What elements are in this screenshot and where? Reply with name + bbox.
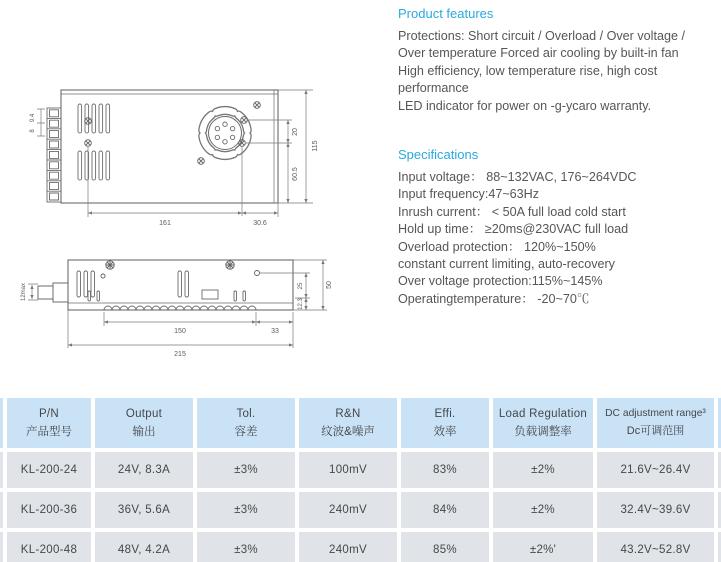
spec-line: Operatingtemperature： -20~70℃ xyxy=(398,291,590,306)
col-header-dc-adjustment: DC adjustment range³ Dc可调范围 xyxy=(597,398,714,448)
chassis-outline xyxy=(68,260,293,310)
col-header-efficiency: Effi. 效率 xyxy=(401,398,489,448)
table-edge-strip xyxy=(0,532,3,562)
table-edge-strip xyxy=(0,492,3,528)
cell-efficiency: 84% xyxy=(401,492,489,528)
col-header-pn: P/N 产品型号 xyxy=(7,398,91,448)
cell-load-regulation: ±2%' xyxy=(493,532,593,562)
cell-dc-adjustment: 32.4V~39.6V xyxy=(597,492,714,528)
terminal-block xyxy=(47,108,61,202)
dim-slot-span: 150 xyxy=(174,328,186,335)
dim-height: 50 xyxy=(326,281,333,289)
cell-tolerance: ±3% xyxy=(197,532,295,562)
dim-terminal-width: 8 xyxy=(30,129,36,133)
cell-ripple-noise: 240mV xyxy=(299,532,397,562)
screws xyxy=(101,261,260,278)
spec-line: Hold up time： ≥20ms@230VAC full load xyxy=(398,222,629,237)
dim-fan-offset: 30.6 xyxy=(253,220,267,227)
spec-line: Input voltage： 88~132VAC, 176~264VDC xyxy=(398,170,637,185)
top-view-drawing xyxy=(25,78,345,233)
feature-line: LED indicator for power on -g-ycaro warranty. xyxy=(398,98,652,113)
spec-line: Over voltage protection:115%~145% xyxy=(398,274,603,289)
feature-line: Protections: Short circuit / Overload / Over voltage / xyxy=(398,29,685,43)
info-column xyxy=(398,6,720,308)
output-connector xyxy=(38,283,68,302)
dim-screw-span-x: 161 xyxy=(159,220,171,227)
fan xyxy=(203,111,248,156)
dim-terminal-pitch: 9.4 xyxy=(30,113,36,123)
cell-dc-adjustment: 43.2V~52.8V xyxy=(597,532,714,562)
cell-output: 36V, 5.6A xyxy=(95,492,193,528)
spec-line: Overload protection： 120%~150% xyxy=(398,239,596,254)
cell-pn: KL-200-24 xyxy=(7,452,91,488)
label-plate xyxy=(202,290,218,299)
cell-ripple-noise: 100mV xyxy=(299,452,397,488)
spec-line: constant current limiting, auto-recovery xyxy=(398,257,615,272)
vent-slots xyxy=(77,271,246,301)
dim-slot-offset: 33 xyxy=(271,328,279,335)
feature-line: High efficiency, low temperature rise, high cost xyxy=(398,63,658,78)
col-header-output: Output 输出 xyxy=(95,398,193,448)
col-header-tolerance: Tol. 容差 xyxy=(197,398,295,448)
side-view-drawing xyxy=(15,240,345,365)
cell-output: 48V, 4.2A xyxy=(95,532,193,562)
cell-tolerance: ±3% xyxy=(197,452,295,488)
feature-line: Over temperature Forced air cooling by built-in fan xyxy=(398,46,679,61)
cell-efficiency: 83% xyxy=(401,452,489,488)
dim-length: 215 xyxy=(174,351,186,358)
cell-output: 24V, 8.3A xyxy=(95,452,193,488)
cell-ripple-noise: 240mV xyxy=(299,492,397,528)
cell-load-regulation: ±2% xyxy=(493,492,593,528)
specifications-title: Specifications xyxy=(398,147,479,163)
col-header-load-regulation: Load Regulation 负载调整率 xyxy=(493,398,593,448)
dim-flange: 12.3 xyxy=(298,298,304,310)
spec-line: Inrush current： < 50A full load cold start xyxy=(398,204,626,219)
cell-tolerance: ±3% xyxy=(197,492,295,528)
dim-screw-span-y: 60.5 xyxy=(292,167,299,181)
dim-connector: 12max xyxy=(21,282,27,302)
table-edge-strip xyxy=(0,452,3,488)
product-features-title: Product features xyxy=(398,6,494,21)
cell-dc-adjustment: 21.6V~26.4V xyxy=(597,452,714,488)
scalloped-rail xyxy=(104,306,256,310)
model-spec-table xyxy=(0,398,721,562)
spec-line: Input frequency:47~63Hz xyxy=(398,187,540,202)
cell-load-regulation: ±2% xyxy=(493,452,593,488)
cell-pn: KL-200-36 xyxy=(7,492,91,528)
dim-height: 115 xyxy=(312,140,319,152)
cell-efficiency: 85% xyxy=(401,532,489,562)
dim-upper: 25 xyxy=(298,282,304,290)
table-edge-strip xyxy=(0,398,3,448)
feature-line: performance xyxy=(398,81,469,96)
vent-slots xyxy=(78,104,110,180)
col-header-ripple-noise: R&N 纹波&噪声 xyxy=(299,398,397,448)
dim-screw-gap: 20 xyxy=(292,128,299,136)
cell-pn: KL-200-48 xyxy=(7,532,91,562)
